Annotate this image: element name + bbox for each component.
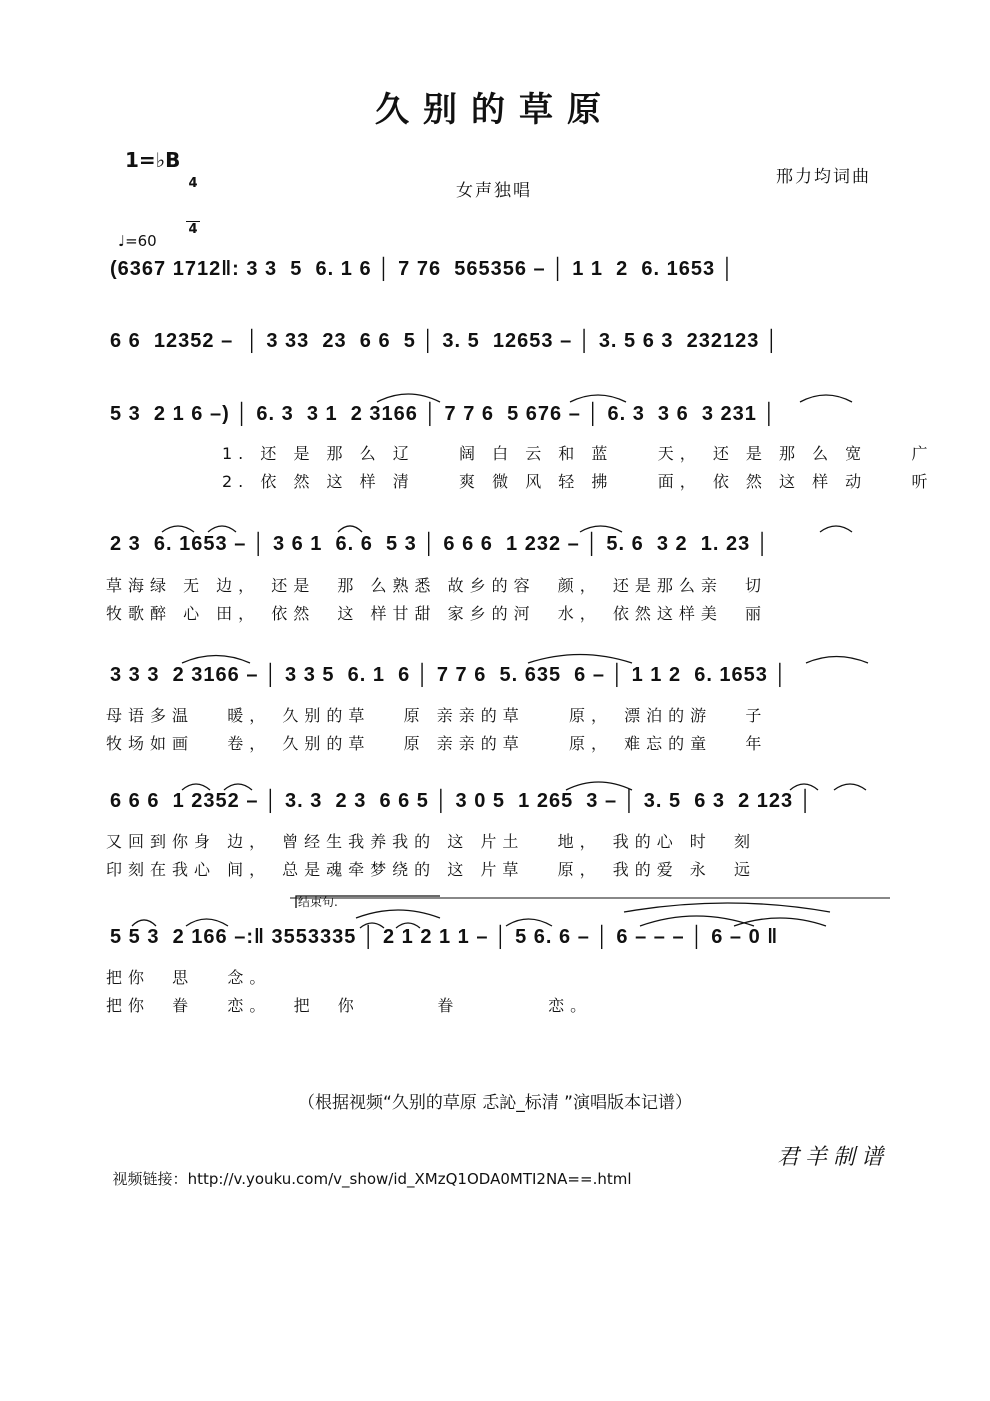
slur xyxy=(570,395,626,402)
slur xyxy=(224,784,252,790)
lyric-line-4-verse-2: 牧歌醉 心 田， 依然 这 样甘甜 家乡的河 水， 依然这样美 丽 xyxy=(106,604,768,623)
notation-line-6: 6 6 6 1 2352 – │ 3. 3 2 3 6 6 5 │ 3 0 5 1 265 3 – │ 3. 5 6 3 2 123 │ xyxy=(110,790,814,812)
key-signature: 1=♭B xyxy=(125,148,181,172)
lyric-line-5-verse-1: 母语多温 暖， 久别的草 原 亲亲的草 原， 漂泊的游 子 xyxy=(106,706,768,725)
video-link-url[interactable]: http://v.youku.com/v_show/id_XMzQ1ODA0MTI2NA==.html xyxy=(187,1170,632,1188)
notation-line-7: 5 5 3 2 166 –:‖ 3553335 │ 2 1 2 1 1 – │ 5 6. 6 – │ 6 – – – │ 6 – 0 ‖ xyxy=(110,926,779,948)
notation-line-2: 6 6 12352 – │ 3 33 23 6 6 5 │ 3. 5 12653 – │ 3. 5 6 3 232123 │ xyxy=(110,330,780,352)
slur xyxy=(338,526,362,532)
slur xyxy=(806,657,868,664)
notation-line-5: 3 3 3 2 3166 – │ 3 3 5 6. 1 6 │ 7 7 6 5. 635 6 – │ 1 1 2 6. 1653 │ xyxy=(110,664,788,686)
slur xyxy=(528,655,632,664)
slur xyxy=(186,919,228,926)
slur xyxy=(624,903,830,912)
slur xyxy=(506,919,552,926)
tempo-marking: ♩=60 xyxy=(118,232,157,250)
video-link-label: 视频链接： xyxy=(112,1170,188,1188)
slur xyxy=(360,923,384,928)
slur xyxy=(800,395,852,402)
slur xyxy=(734,918,826,926)
lyric-line-3-verse-1: 1. 还 是 那 么 辽 阔 白 云 和 蓝 天， 还 是 那 么 宽 广 xyxy=(222,444,934,463)
transcriber-signature: 君羊制谱 xyxy=(777,1145,890,1170)
slur xyxy=(162,526,194,532)
lyric-line-7-verse-2: 把你 眷 恋。 把 你 眷 恋。 xyxy=(106,996,593,1015)
slur xyxy=(182,656,250,664)
slur xyxy=(580,526,622,532)
slur xyxy=(208,526,236,532)
performance-type: 女声独唱 xyxy=(456,181,532,201)
time-signature-bottom: 4 xyxy=(186,221,200,237)
slur xyxy=(396,923,420,928)
slur xyxy=(566,782,632,790)
lyric-line-4-verse-1: 草海绿 无 边， 还是 那 么熟悉 故乡的容 颜， 还是那么亲 切 xyxy=(106,576,768,595)
slur xyxy=(132,920,156,926)
slur xyxy=(182,784,210,790)
notation-line-3: 5 3 2 1 6 –) │ 6. 3 3 1 2 3166 │ 7 7 6 5 676 – │ 6. 3 3 6 3 231 │ xyxy=(110,403,777,425)
lyric-line-3-verse-2: 2. 依 然 这 样 清 爽 微 风 轻 拂 面， 依 然 这 样 动 听 xyxy=(222,472,934,491)
slur xyxy=(377,394,440,402)
slur xyxy=(820,526,852,532)
ending-section-label: 结束句. xyxy=(298,895,338,909)
source-note: （根据视频“久别的草原 忎訫_标清 ”演唱版本记谱） xyxy=(298,1093,692,1113)
slur xyxy=(356,910,440,918)
notation-line-1: (6367 1712‖: 3 3 5 6. 1 6 │ 7 76 565356 – │ 1 1 2 6. 1653 │ xyxy=(110,258,736,280)
lyric-line-5-verse-2: 牧场如画 卷， 久别的草 原 亲亲的草 原， 难忘的童 年 xyxy=(106,734,768,753)
song-title: 久别的草原 xyxy=(375,90,615,130)
time-signature-top: 4 xyxy=(188,176,198,191)
lyric-line-6-verse-1: 又回到你身 边， 曾经生我养我的 这 片土 地， 我的心 时 刻 xyxy=(106,832,756,851)
video-link-row xyxy=(103,1150,632,1189)
lyric-line-6-verse-2: 印刻在我心 间， 总是魂牵梦绕的 这 片草 原， 我的爱 永 远 xyxy=(106,860,756,879)
slur xyxy=(790,784,818,790)
lyric-line-7-verse-1: 把你 思 念。 xyxy=(106,968,272,987)
notation-line-4: 2 3 6. 1653 – │ 3 6 1 6. 6 5 3 │ 6 6 6 1 232 – │ 5. 6 3 2 1. 23 │ xyxy=(110,533,771,555)
composer-credit: 邢力均词曲 xyxy=(776,167,871,187)
slur xyxy=(834,784,866,790)
